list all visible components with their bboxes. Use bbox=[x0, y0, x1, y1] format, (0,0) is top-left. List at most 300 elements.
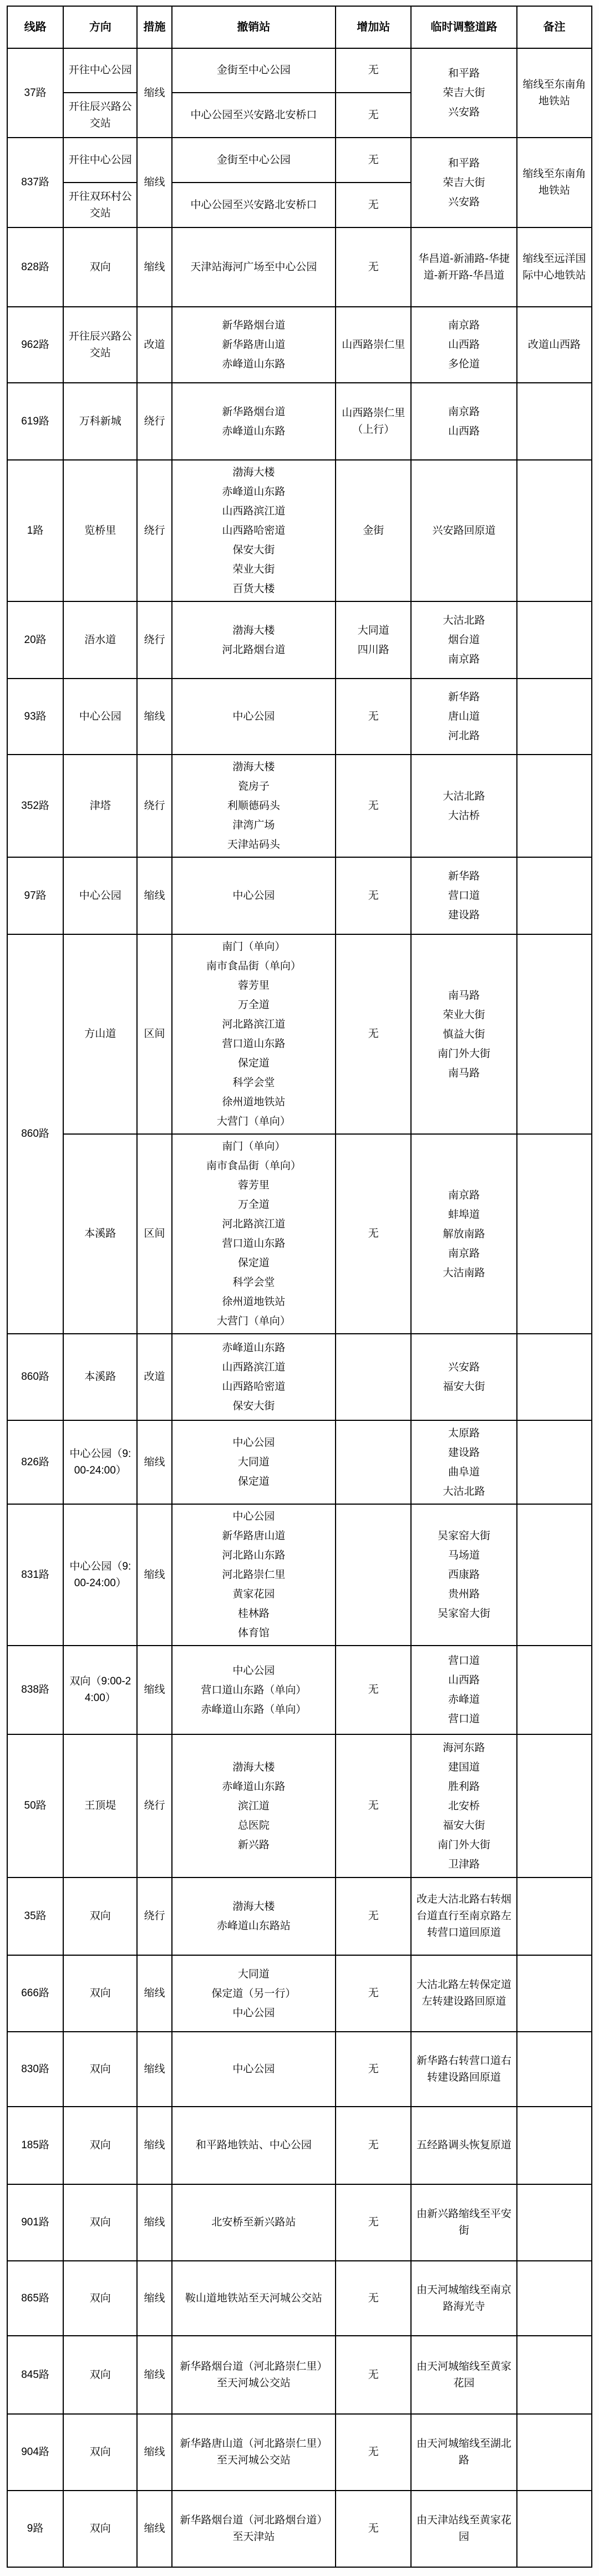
table-row bbox=[7, 1134, 592, 1334]
cell-direction: 开往中心公园 bbox=[63, 138, 137, 183]
cell-adjust: 兴安路回原道 bbox=[411, 460, 516, 601]
cell-line: 大营门（单向） bbox=[216, 1116, 291, 1127]
cell-adjust bbox=[411, 857, 516, 934]
cell-line: 渤海大楼 bbox=[232, 624, 275, 636]
cell-line: 瓷房子 bbox=[237, 781, 270, 792]
cell-add: 无 bbox=[336, 1955, 411, 2032]
cell-cancel: 北安桥至新兴路站 bbox=[172, 2184, 336, 2261]
cell-adjust bbox=[411, 1134, 516, 1334]
cell-line: 多伦道 bbox=[448, 358, 480, 370]
cell-add: 无 bbox=[336, 1734, 411, 1877]
cell-line: 赤峰道山东路 bbox=[222, 1780, 286, 1793]
cell-line: 荣业大街 bbox=[443, 1009, 485, 1021]
cell-line: 营口道山东路 bbox=[222, 1038, 286, 1050]
cell-line: 徐州道地铁站 bbox=[222, 1096, 286, 1108]
cell-line: 营口道山东路 bbox=[222, 1238, 286, 1249]
cell-measure: 绕行 bbox=[137, 1877, 171, 1955]
cell-line: 山西路 bbox=[448, 339, 480, 351]
cell-direction: 开往中心公园 bbox=[63, 48, 137, 93]
cell-line: 新兴路 bbox=[237, 1839, 270, 1851]
cell-line: 35路 bbox=[7, 1877, 63, 1955]
cell-add: 无 bbox=[336, 2491, 411, 2567]
cell-note: 缩线至远洋国际中心地铁站 bbox=[517, 227, 592, 307]
cell-line: 新华路烟台道 bbox=[222, 406, 286, 418]
cell-cancel bbox=[172, 1420, 336, 1504]
cell-line: 南市食品街（单向） bbox=[206, 960, 301, 972]
table-row bbox=[7, 2336, 592, 2414]
cell-line: 科学会堂 bbox=[232, 1277, 275, 1288]
cell-adjust: 大沽北路左转保定道左转建设路回原道 bbox=[411, 1955, 516, 2032]
cell-note: 改道山西路 bbox=[517, 307, 592, 383]
table-row bbox=[7, 1420, 592, 1504]
cell-direction: 本溪路 bbox=[63, 1134, 137, 1334]
cell-line: 大营门（单向） bbox=[216, 1315, 291, 1327]
cell-add: 无 bbox=[336, 755, 411, 857]
cell-note bbox=[517, 755, 592, 857]
cell-line: 中心公园 bbox=[232, 1511, 275, 1522]
cell-line: 和平路 bbox=[448, 157, 480, 169]
cell-cancel: 中心公园 bbox=[172, 2032, 336, 2107]
cell-add bbox=[336, 1504, 411, 1646]
cell-adjust bbox=[411, 1646, 516, 1734]
cell-direction: 本溪路 bbox=[63, 1334, 137, 1420]
cell-line: 吴家窑大街 bbox=[438, 1530, 491, 1542]
cell-note bbox=[517, 1504, 592, 1646]
cell-adjust bbox=[411, 679, 516, 755]
cell-measure: 缩线 bbox=[137, 1420, 171, 1504]
column-header-cancelled-stops: 撤销站 bbox=[172, 6, 336, 48]
cell-line: 太原路 bbox=[448, 1427, 480, 1439]
cell-note bbox=[517, 1646, 592, 1734]
cell-note bbox=[517, 2261, 592, 2336]
cell-adjust bbox=[411, 48, 516, 138]
cell-line: 烟台道 bbox=[448, 634, 480, 646]
cell-measure: 缩线 bbox=[137, 857, 171, 934]
cell-measure: 缩线 bbox=[137, 2414, 171, 2491]
cell-add bbox=[336, 1420, 411, 1504]
cell-measure: 缩线 bbox=[137, 1646, 171, 1734]
cell-line: 河北路山东路 bbox=[222, 1550, 286, 1561]
table-row bbox=[7, 2184, 592, 2261]
table-row bbox=[7, 1504, 592, 1646]
cell-line: 赤峰道山东路 bbox=[222, 1342, 286, 1354]
cell-adjust: 新华路右转营口道右转建设路回原道 bbox=[411, 2032, 516, 2107]
cell-measure: 区间 bbox=[137, 934, 171, 1134]
cell-line: 865路 bbox=[7, 2261, 63, 2336]
cell-line: 826路 bbox=[7, 1420, 63, 1504]
table-row bbox=[7, 1334, 592, 1420]
cell-note bbox=[517, 679, 592, 755]
cell-cancel: 金街至中心公园 bbox=[172, 48, 336, 93]
cell-line: 新华路烟台道 bbox=[222, 320, 286, 331]
cell-adjust: 由天津站线至黄家花园 bbox=[411, 2491, 516, 2567]
cell-add: 无 bbox=[336, 93, 411, 138]
cell-line: 河北路崇仁里 bbox=[222, 1569, 286, 1581]
cell-cancel: 新华路烟台道（河北路崇仁里）至天河城公交站 bbox=[172, 2336, 336, 2414]
cell-line: 山西路 bbox=[448, 1674, 480, 1686]
cell-line: 37路 bbox=[7, 48, 63, 138]
cell-line: 南市食品街（单向） bbox=[206, 1160, 301, 1172]
table-row bbox=[7, 2032, 592, 2107]
cell-direction: 中心公园（9:00-24:00） bbox=[63, 1504, 137, 1646]
cell-line: 大同道 bbox=[237, 1968, 270, 1980]
table-row bbox=[7, 2414, 592, 2491]
cell-cancel: 鞍山道地铁站至天河城公交站 bbox=[172, 2261, 336, 2336]
cell-line: 百货大楼 bbox=[232, 583, 275, 595]
cell-measure: 改道 bbox=[137, 307, 171, 383]
cell-line: 河北路 bbox=[448, 730, 480, 742]
cell-line: 901路 bbox=[7, 2184, 63, 2261]
cell-line: 831路 bbox=[7, 1504, 63, 1646]
cell-line: 渤海大楼 bbox=[232, 761, 275, 773]
cell-measure: 改道 bbox=[137, 1334, 171, 1420]
cell-note bbox=[517, 601, 592, 679]
table-row bbox=[7, 934, 592, 1134]
cell-add: 无 bbox=[336, 1134, 411, 1334]
table-row bbox=[7, 460, 592, 601]
cell-line: 南京路 bbox=[448, 1189, 480, 1201]
cell-line: 666路 bbox=[7, 1955, 63, 2032]
cell-note: 缩线至东南角地铁站 bbox=[517, 48, 592, 138]
cell-line: 大沽桥 bbox=[448, 809, 480, 822]
cell-note bbox=[517, 1420, 592, 1504]
cell-line: 河北路滨江道 bbox=[222, 1218, 286, 1230]
cell-direction: 万科新城 bbox=[63, 383, 137, 460]
cell-add: 无 bbox=[336, 227, 411, 307]
cell-measure: 缩线 bbox=[137, 48, 171, 138]
cell-line: 北安桥 bbox=[448, 1800, 480, 1812]
cell-line: 838路 bbox=[7, 1646, 63, 1734]
cell-line: 曲阜道 bbox=[448, 1466, 480, 1478]
cell-add: 无 bbox=[336, 934, 411, 1134]
cell-line: 唐山道 bbox=[448, 711, 480, 722]
cell-cancel: 中心公园 bbox=[172, 679, 336, 755]
cell-add: 无 bbox=[336, 2261, 411, 2336]
column-header-adjusted-roads: 临时调整道路 bbox=[411, 6, 516, 48]
cell-line: 马场道 bbox=[448, 1550, 480, 1561]
cell-line: 蓉芳里 bbox=[237, 1180, 270, 1191]
cell-line: 山西路哈密道 bbox=[222, 525, 286, 537]
cell-measure: 缩线 bbox=[137, 2184, 171, 2261]
table-row bbox=[7, 1955, 592, 2032]
table-row bbox=[7, 383, 592, 460]
table-header bbox=[7, 6, 592, 48]
cell-cancel bbox=[172, 601, 336, 679]
cell-add: 金街 bbox=[336, 460, 411, 601]
cell-line: 大沽北路 bbox=[443, 790, 485, 802]
cell-line: 山西路哈密道 bbox=[222, 1381, 286, 1393]
cell-line: 万全道 bbox=[237, 999, 270, 1011]
table-row bbox=[7, 138, 592, 183]
column-header-line: 线路 bbox=[7, 6, 63, 48]
cell-line: 桂林路 bbox=[237, 1608, 270, 1620]
cell-measure: 绕行 bbox=[137, 601, 171, 679]
cell-line: 837路 bbox=[7, 138, 63, 227]
cell-note bbox=[517, 1134, 592, 1334]
cell-measure: 绕行 bbox=[137, 383, 171, 460]
cell-measure: 缩线 bbox=[137, 2336, 171, 2414]
cell-line: 慎益大街 bbox=[443, 1028, 485, 1040]
cell-line: 南京路 bbox=[448, 320, 480, 331]
cell-line: 河北路滨江道 bbox=[222, 1019, 286, 1030]
cell-add: 无 bbox=[336, 138, 411, 183]
cell-cancel bbox=[172, 1877, 336, 1955]
cell-line: 大同道 bbox=[237, 1456, 270, 1468]
cell-cancel: 和平路地铁站、中心公园 bbox=[172, 2107, 336, 2184]
cell-line: 大沽北路 bbox=[443, 615, 485, 626]
cell-line: 总医院 bbox=[237, 1819, 270, 1831]
cell-line: 新华路 bbox=[448, 871, 480, 882]
cell-add: 无 bbox=[336, 857, 411, 934]
cell-note bbox=[517, 2414, 592, 2491]
table-row bbox=[7, 2491, 592, 2567]
cell-adjust: 由天河城缩线至黄家花园 bbox=[411, 2336, 516, 2414]
column-header-added-stops: 增加站 bbox=[336, 6, 411, 48]
cell-line: 山西路滨江道 bbox=[222, 505, 286, 517]
cell-direction: 开往辰兴路公交站 bbox=[63, 93, 137, 138]
cell-line: 619路 bbox=[7, 383, 63, 460]
cell-line: 营口道 bbox=[448, 1655, 480, 1667]
cell-line: 建国道 bbox=[448, 1761, 480, 1773]
cell-line: 保安大街 bbox=[232, 1400, 275, 1412]
cell-note bbox=[517, 857, 592, 934]
cell-cancel bbox=[172, 1646, 336, 1734]
cell-line: 大同道 bbox=[357, 624, 389, 636]
cell-line: 福安大街 bbox=[443, 1819, 485, 1831]
cell-line: 科学会堂 bbox=[232, 1077, 275, 1089]
cell-adjust bbox=[411, 1734, 516, 1877]
cell-line: 中心公园 bbox=[232, 1664, 275, 1677]
cell-line: 830路 bbox=[7, 2032, 63, 2107]
cell-line: 胜利路 bbox=[448, 1780, 480, 1793]
cell-measure: 缩线 bbox=[137, 1955, 171, 2032]
cell-line: 西康路 bbox=[448, 1569, 480, 1581]
table-row bbox=[7, 679, 592, 755]
cell-add: 无 bbox=[336, 2184, 411, 2261]
cell-note bbox=[517, 383, 592, 460]
cell-line: 20路 bbox=[7, 601, 63, 679]
cell-line: 保定道 bbox=[237, 1057, 270, 1069]
cell-line: 中心公园 bbox=[232, 2007, 275, 2019]
table-row bbox=[7, 1734, 592, 1877]
cell-line: 50路 bbox=[7, 1734, 63, 1877]
cell-line: 贵州路 bbox=[448, 1588, 480, 1600]
cell-line: 天津站码头 bbox=[227, 839, 280, 851]
cell-line: 352路 bbox=[7, 755, 63, 857]
cell-line: 860路 bbox=[7, 934, 63, 1334]
cell-line: 渤海大楼 bbox=[232, 1901, 275, 1912]
cell-add: 无 bbox=[336, 2107, 411, 2184]
cell-line: 荣吉大街 bbox=[443, 176, 485, 189]
cell-note bbox=[517, 2184, 592, 2261]
cell-note bbox=[517, 1877, 592, 1955]
cell-line: 保安大街 bbox=[232, 544, 275, 556]
cell-line: 904路 bbox=[7, 2414, 63, 2491]
cell-note bbox=[517, 2491, 592, 2567]
cell-cancel bbox=[172, 383, 336, 460]
cell-cancel bbox=[172, 755, 336, 857]
table-row bbox=[7, 227, 592, 307]
cell-cancel bbox=[172, 1334, 336, 1420]
cell-line: 解放南路 bbox=[443, 1228, 485, 1240]
cell-direction: 方山道 bbox=[63, 934, 137, 1134]
cell-adjust bbox=[411, 1334, 516, 1420]
cell-measure: 区间 bbox=[137, 1134, 171, 1334]
cell-line: 津湾广场 bbox=[232, 819, 275, 831]
cell-line: 大沽南路 bbox=[443, 1267, 485, 1279]
cell-direction: 双向 bbox=[63, 2491, 137, 2567]
cell-add bbox=[336, 601, 411, 679]
column-header-direction: 方向 bbox=[63, 6, 137, 48]
cell-line: 赤峰道 bbox=[448, 1694, 480, 1705]
cell-line: 南马路 bbox=[448, 1067, 480, 1079]
cell-line: 南马路 bbox=[448, 989, 480, 1001]
cell-note: 缩线至东南角地铁站 bbox=[517, 138, 592, 227]
cell-measure: 绕行 bbox=[137, 1734, 171, 1877]
cell-line: 营口道 bbox=[448, 890, 480, 902]
cell-measure: 缩线 bbox=[137, 2107, 171, 2184]
header-row bbox=[7, 6, 592, 48]
cell-measure: 绕行 bbox=[137, 460, 171, 601]
cell-line: 万全道 bbox=[237, 1199, 270, 1211]
cell-line: 185路 bbox=[7, 2107, 63, 2184]
cell-adjust: 由天河城缩线至南京路海光寺 bbox=[411, 2261, 516, 2336]
cell-adjust: 由天河城缩线至湖北路 bbox=[411, 2414, 516, 2491]
cell-add: 无 bbox=[336, 48, 411, 93]
cell-line: 福安大街 bbox=[443, 1381, 485, 1393]
bus-table-body bbox=[7, 48, 592, 2567]
cell-line: 新华路唐山道 bbox=[222, 339, 286, 351]
cell-add: 无 bbox=[336, 679, 411, 755]
cell-measure: 缩线 bbox=[137, 2261, 171, 2336]
cell-line: 四川路 bbox=[357, 644, 389, 656]
cell-cancel: 新华路唐山道（河北路崇仁里）至天河城公交站 bbox=[172, 2414, 336, 2491]
cell-line: 滨江道 bbox=[237, 1800, 270, 1812]
table-row bbox=[7, 48, 592, 93]
cell-line: 新华路唐山道 bbox=[222, 1530, 286, 1542]
cell-line: 1路 bbox=[7, 460, 63, 601]
cell-direction: 王顶堤 bbox=[63, 1734, 137, 1877]
cell-direction: 中心公园 bbox=[63, 679, 137, 755]
cell-line: 保定道（另一行） bbox=[211, 1987, 296, 2000]
cell-add: 无 bbox=[336, 2032, 411, 2107]
cell-add: 山西路崇仁里（上行） bbox=[336, 383, 411, 460]
table-row bbox=[7, 2261, 592, 2336]
cell-line: 南门外大街 bbox=[438, 1839, 491, 1851]
table-row bbox=[7, 755, 592, 857]
cell-cancel: 中心公园至兴安路北安桥口 bbox=[172, 93, 336, 138]
cell-line: 828路 bbox=[7, 227, 63, 307]
cell-direction: 双向 bbox=[63, 227, 137, 307]
cell-direction: 中心公园 bbox=[63, 857, 137, 934]
cell-line: 962路 bbox=[7, 307, 63, 383]
cell-line: 新华路 bbox=[448, 691, 480, 703]
cell-adjust: 由新兴路缩线至平安街 bbox=[411, 2184, 516, 2261]
cell-direction: 开往双环村公交站 bbox=[63, 183, 137, 227]
cell-line: 黄家花园 bbox=[232, 1588, 275, 1600]
cell-adjust: 改走大沽北路右转烟台道直行至南京路左转营口道回原道 bbox=[411, 1877, 516, 1955]
bus-adjustment-table bbox=[7, 6, 592, 2568]
cell-direction: 双向 bbox=[63, 2032, 137, 2107]
cell-direction: 双向（9:00-24:00） bbox=[63, 1646, 137, 1734]
cell-note bbox=[517, 2107, 592, 2184]
cell-adjust bbox=[411, 307, 516, 383]
cell-note bbox=[517, 460, 592, 601]
cell-direction: 中心公园（9:00-24:00） bbox=[63, 1420, 137, 1504]
cell-cancel bbox=[172, 1955, 336, 2032]
cell-direction: 双向 bbox=[63, 2107, 137, 2184]
table-row bbox=[7, 1877, 592, 1955]
cell-line: 体育馆 bbox=[237, 1627, 270, 1639]
table-row bbox=[7, 857, 592, 934]
cell-line: 和平路 bbox=[448, 68, 480, 79]
table-row bbox=[7, 601, 592, 679]
cell-line: 97路 bbox=[7, 857, 63, 934]
cell-direction: 双向 bbox=[63, 2261, 137, 2336]
cell-direction: 双向 bbox=[63, 2184, 137, 2261]
cell-line: 860路 bbox=[7, 1334, 63, 1420]
cell-cancel: 天津站海河广场至中心公园 bbox=[172, 227, 336, 307]
cell-line: 赤峰道山东路 bbox=[222, 486, 286, 498]
cell-line: 山西路 bbox=[448, 425, 480, 437]
cell-add bbox=[336, 1334, 411, 1420]
cell-line: 南门（单向） bbox=[222, 941, 286, 953]
cell-direction: 览桥里 bbox=[63, 460, 137, 601]
cell-direction: 开往辰兴路公交站 bbox=[63, 307, 137, 383]
cell-line: 建设路 bbox=[448, 909, 480, 921]
cell-adjust bbox=[411, 1420, 516, 1504]
cell-line: 山西路滨江道 bbox=[222, 1362, 286, 1373]
cell-direction: 双向 bbox=[63, 2414, 137, 2491]
cell-note bbox=[517, 1734, 592, 1877]
cell-add: 无 bbox=[336, 2336, 411, 2414]
cell-line: 蚌埠道 bbox=[448, 1208, 480, 1221]
cell-line: 荣业大街 bbox=[232, 564, 275, 575]
cell-line: 93路 bbox=[7, 679, 63, 755]
cell-line: 渤海大楼 bbox=[232, 467, 275, 478]
cell-cancel: 金街至中心公园 bbox=[172, 138, 336, 183]
cell-direction: 双向 bbox=[63, 1877, 137, 1955]
cell-line: 海河东路 bbox=[443, 1742, 485, 1754]
cell-measure: 缩线 bbox=[137, 2032, 171, 2107]
cell-line: 南京路 bbox=[448, 1247, 480, 1259]
cell-line: 赤峰道山东路（单向） bbox=[201, 1703, 307, 1715]
cell-line: 蓉芳里 bbox=[237, 980, 270, 991]
cell-line: 9路 bbox=[7, 2491, 63, 2567]
cell-measure: 缩线 bbox=[137, 679, 171, 755]
cell-adjust: 五经路调头恢复原道 bbox=[411, 2107, 516, 2184]
cell-line: 渤海大楼 bbox=[232, 1761, 275, 1773]
cell-line: 兴安路 bbox=[448, 107, 480, 118]
cell-add: 无 bbox=[336, 1646, 411, 1734]
cell-cancel: 中心公园 bbox=[172, 857, 336, 934]
cell-line: 保定道 bbox=[237, 1476, 270, 1487]
cell-adjust bbox=[411, 601, 516, 679]
cell-measure: 缩线 bbox=[137, 227, 171, 307]
table-row bbox=[7, 307, 592, 383]
table-row bbox=[7, 2107, 592, 2184]
cell-line: 中心公园 bbox=[232, 1437, 275, 1449]
cell-line: 兴安路 bbox=[448, 196, 480, 208]
cell-direction: 津塔 bbox=[63, 755, 137, 857]
cell-line: 营口道 bbox=[448, 1713, 480, 1725]
cell-cancel bbox=[172, 1504, 336, 1646]
cell-line: 卫津路 bbox=[448, 1858, 480, 1870]
cell-add: 无 bbox=[336, 183, 411, 227]
cell-line: 利顺德码头 bbox=[227, 800, 280, 812]
table-row bbox=[7, 1646, 592, 1734]
cell-adjust bbox=[411, 383, 516, 460]
